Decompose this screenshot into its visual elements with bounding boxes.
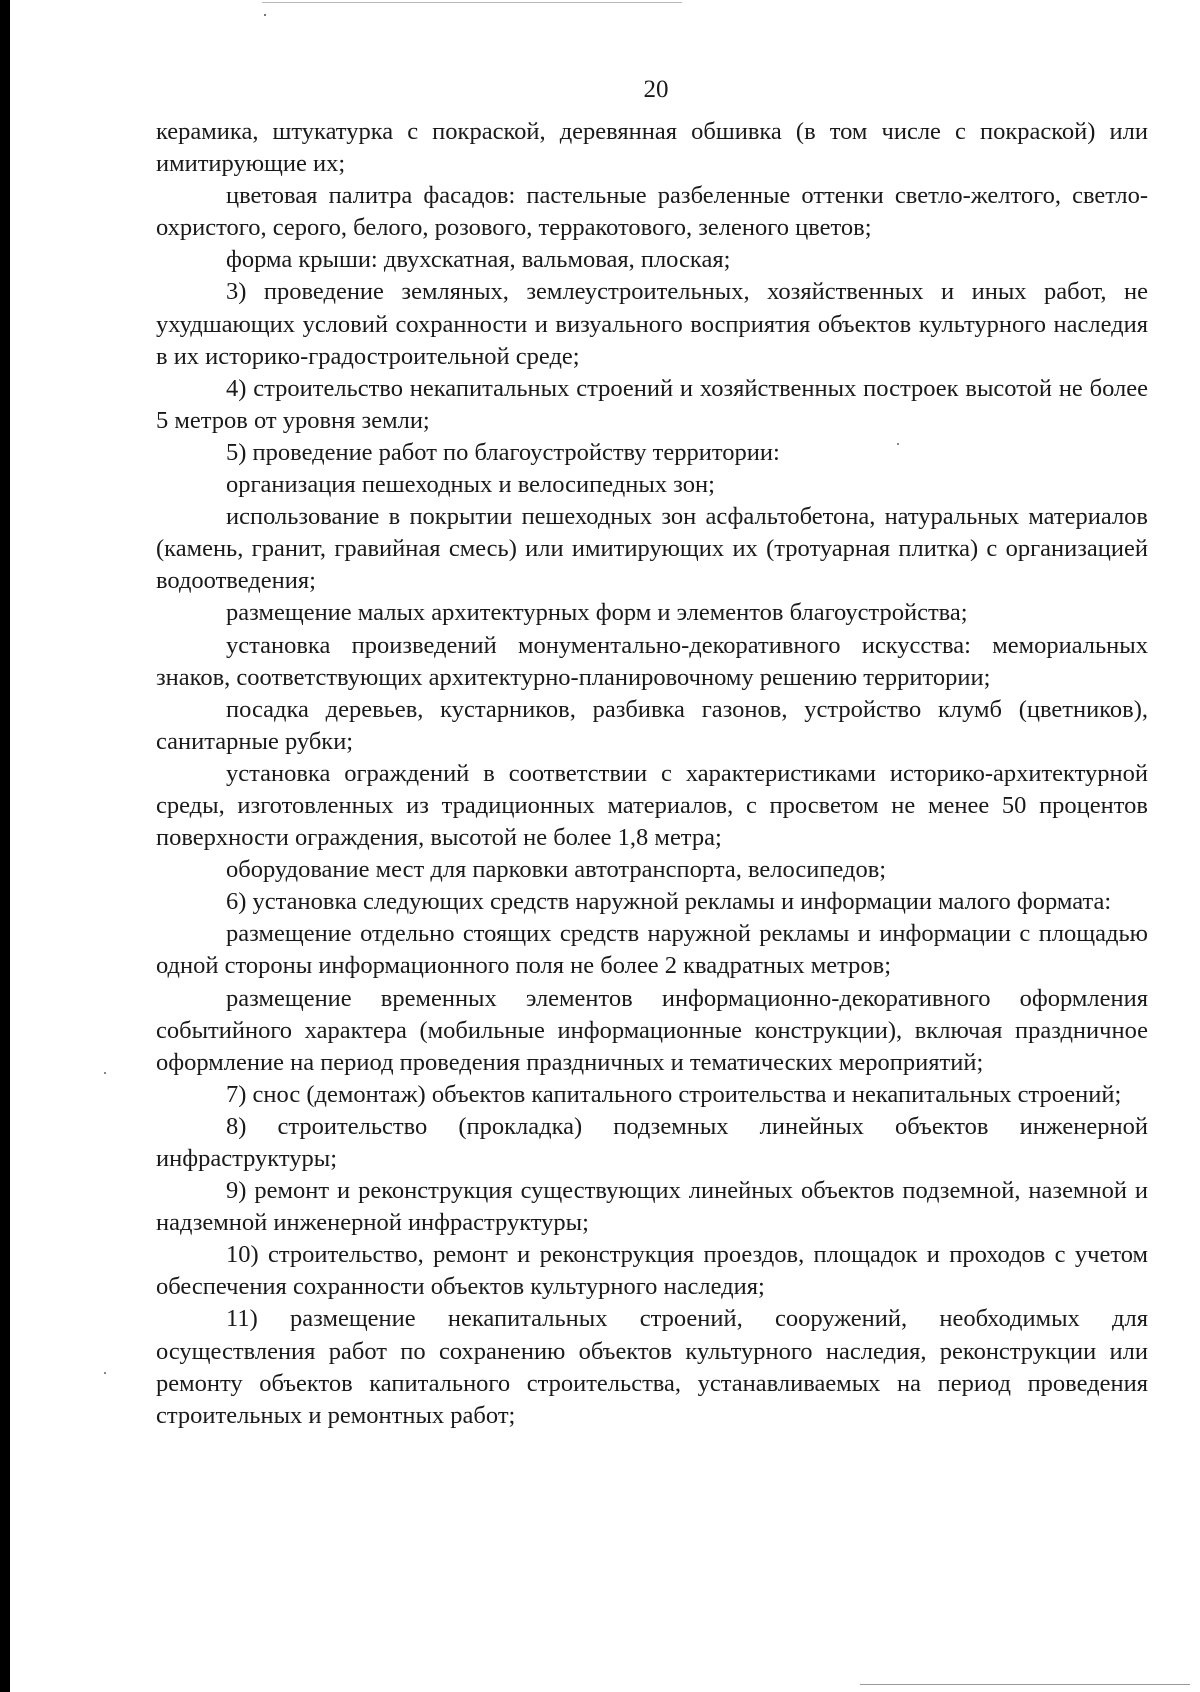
paragraph: 7) снос (демонтаж) объектов капитального строительства и некапитальных строений; (226, 1080, 1122, 1108)
paragraph: 8) строительство (прокладка) подземных линейных объектов инженерной инфраструктуры; (156, 1112, 1148, 1172)
paragraph: оборудование мест для парковки автотранспорта, велосипедов; (226, 856, 887, 884)
paragraph: цветовая палитра фасадов: пастельные разбеленные оттенки светло-желтого, светло-охристого, серого, белого, розового, терракотового, зеленого цветов; (156, 182, 1148, 242)
paragraph: установка произведений монументально-декоративного искусства: мемориальных знаков, соответствующих архитектурно-планировочному решению территории; (156, 631, 1148, 691)
paragraph: 4) строительство некапитальных строений и хозяйственных построек высотой не более 5 метров от уровня земли; (156, 374, 1148, 434)
paragraph: размещение отдельно стоящих средств наружной рекламы и информации с площадью одной стороны информационного поля не более 2 квадратных метров; (156, 920, 1148, 980)
paragraph: форма крыши: двухскатная, вальмовая, плоская; (226, 246, 731, 274)
paragraph: размещение временных элементов информационно-декоративного оформления событийного характера (мобильные информационные конструкции), включая праздничное оформление на период проведения праздничных и тематических мероприятий; (156, 984, 1148, 1076)
paragraph: размещение малых архитектурных форм и элементов благоустройства; (226, 599, 968, 627)
paragraph: установка ограждений в соответствии с характеристиками историко-архитектурной среды, изготовленных из традиционных материалов, с просветом не менее 50 процентов поверхности ограждения, высотой не более 1,8 метра; (156, 759, 1148, 852)
paragraph: 3) проведение земляных, землеустроительных, хозяйственных и иных работ, не ухудшающих условий сохранности и визуального восприятия объектов культурного наследия в их историко-градостроительной среде; (156, 278, 1148, 370)
paragraph: керамика, штукатурка с покраской, деревянная обшивка (в том числе с покраской) или имитирующие их; (156, 118, 1148, 178)
scan-edge (0, 0, 10, 1692)
document-body (156, 116, 1148, 1432)
page-number: 20 (643, 76, 669, 103)
paragraph: использование в покрытии пешеходных зон асфальтобетона, натуральных материалов (камень, гранит, гравийная смесь) или имитирующих их (тротуарная плитка) с организацией водоотведения; (156, 503, 1148, 595)
scan-speck (264, 14, 266, 16)
paragraph: 6) установка следующих средств наружной рекламы и информации малого формата: (226, 888, 1112, 916)
paragraph: организация пешеходных и велосипедных зон; (226, 471, 715, 499)
paragraph: 10) строительство, ремонт и реконструкция проездов, площадок и проходов с учетом обеспечения сохранности объектов культурного наследия; (156, 1241, 1148, 1301)
scan-top-rule (262, 2, 682, 3)
paragraph: 5) проведение работ по благоустройству территории: (226, 438, 780, 466)
paragraph: 9) ремонт и реконструкция существующих линейных объектов подземной, наземной и надземной инженерной инфраструктуры; (156, 1177, 1148, 1237)
paragraph: 11) размещение некапитальных строений, сооружений, необходимых для осуществления работ по сохранению объектов культурного наследия, реконструкции или ремонту объектов капитального строительства, устанавливаемых на период проведения строительных и ремонтных работ; (156, 1305, 1148, 1429)
scan-speck (104, 1372, 106, 1374)
paragraph: посадка деревьев, кустарников, разбивка газонов, устройство клумб (цветников), санитарные рубки; (156, 695, 1148, 755)
scan-bottom-rule (860, 1684, 1190, 1685)
scan-speck (104, 1072, 106, 1074)
